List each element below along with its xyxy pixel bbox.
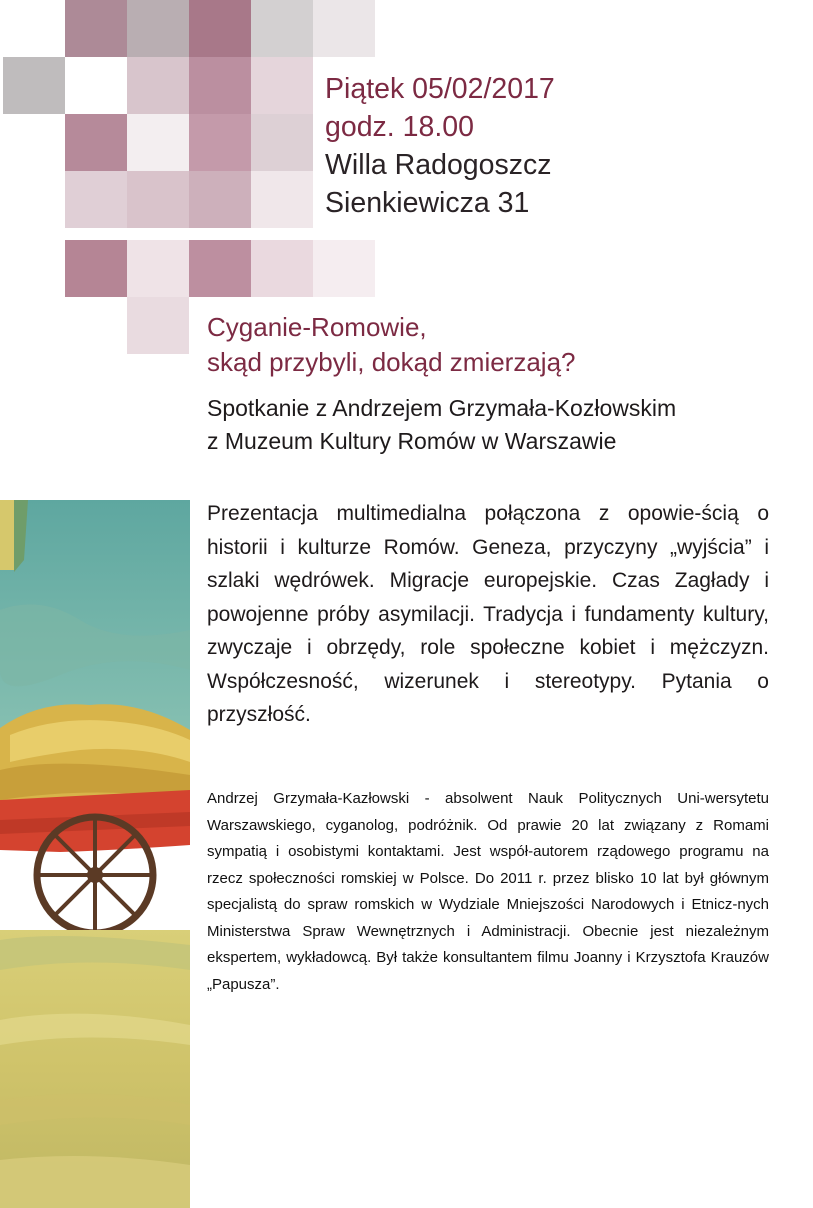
mosaic-tile bbox=[127, 57, 189, 114]
mosaic-tile bbox=[65, 171, 127, 228]
mosaic-tile bbox=[65, 114, 127, 171]
mosaic-tile bbox=[127, 114, 189, 171]
mosaic-tile bbox=[127, 171, 189, 228]
painting-illustration bbox=[0, 500, 190, 1208]
headline-line-1: Cyganie-Romowie, bbox=[207, 312, 427, 342]
mosaic-tile bbox=[127, 0, 189, 57]
mosaic-tile bbox=[65, 240, 127, 297]
speaker-bio: Andrzej Grzymała-Kazłowski - absolwent Nauk Politycznych Uni-wersytetu Warszawskiego, cyganolog, podróżnik. Od prawie 20 lat związany z Romami sympatią i osobistymi kontaktami. Jest współ-autorem rządowego programu na rzecz społeczności romskiej w Polsce. Do 2011 r. przez blisko 10 lat był głównym specjalistą do spraw romskich w Wydziale Mniejszości Narodowych i Etnicz-nych Ministerstwa Spraw Wewnętrznych i Administracji. Obecnie jest niezależnym ekspertem, wykładowcą. Był także konsultantem filmu Joanny i Krzysztofa Krauzów „Papusza”. bbox=[207, 790, 769, 993]
event-time: godz. 18.00 bbox=[325, 111, 474, 143]
mosaic-tile bbox=[3, 57, 65, 114]
headline-line-2: skąd przybyli, dokąd zmierzają? bbox=[207, 347, 576, 377]
mosaic-tile bbox=[313, 0, 375, 57]
mosaic-tile bbox=[127, 240, 189, 297]
mosaic-tile bbox=[313, 240, 375, 297]
mosaic-tile bbox=[189, 114, 251, 171]
mosaic-tile bbox=[189, 240, 251, 297]
event-info bbox=[325, 70, 555, 222]
subtitle-line-2: z Muzeum Kultury Romów w Warszawie bbox=[207, 428, 617, 454]
mosaic-tile bbox=[127, 297, 189, 354]
event-venue: Willa Radogoszcz bbox=[325, 149, 552, 181]
subtitle-line-1: Spotkanie z Andrzejem Grzymała-Kozłowskim bbox=[207, 395, 677, 421]
event-address: Sienkiewicza 31 bbox=[325, 187, 530, 219]
painting-image bbox=[0, 500, 190, 1208]
mosaic-tile bbox=[251, 114, 313, 171]
subtitle bbox=[207, 392, 676, 458]
mosaic-tile bbox=[189, 57, 251, 114]
mosaic-tile bbox=[65, 57, 127, 114]
headline bbox=[207, 310, 576, 380]
mosaic-tile bbox=[251, 0, 313, 57]
mosaic-tile bbox=[189, 0, 251, 57]
event-description: Prezentacja multimedialna połączona z opowie-ścią o historii i kulturze Romów. Geneza, przyczyny „wyjścia” i szlaki wędrówek. Migracje europejskie. Czas Zagłady i powojenne próby asymilacji. Tradycja i fundamenty kultury, zwyczaje i obrzędy, role społeczne kobiet i mężczyzn. Współczesność, wizerunek i stereotypy. Pytania o przyszłość. bbox=[207, 502, 769, 726]
mosaic-tile bbox=[189, 171, 251, 228]
mosaic-tile bbox=[251, 240, 313, 297]
mosaic-tile bbox=[65, 0, 127, 57]
mosaic-tile bbox=[251, 171, 313, 228]
event-date: Piątek 05/02/2017 bbox=[325, 73, 555, 105]
mosaic-tile bbox=[251, 57, 313, 114]
